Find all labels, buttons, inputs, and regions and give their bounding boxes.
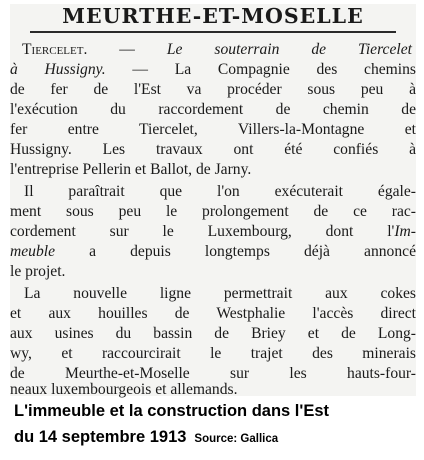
article-line: à Hussigny. — La Compagnie des chemins xyxy=(10,61,416,78)
article-line: de fer de l'Est va procéder sous peu à xyxy=(10,81,416,98)
caption-date-text: du 14 septembre 1913 xyxy=(14,428,187,446)
article-line: de Meurthe-et-Moselle sur les hauts-four- xyxy=(10,365,416,382)
article-line: cordement sur le Luxembourg, dont l'Im- xyxy=(10,223,416,240)
article-line: le projet. xyxy=(10,263,66,280)
caption-source: Source: Gallica xyxy=(194,433,279,445)
article-line: Hussigny. Les travaux ont été confiés à xyxy=(10,141,416,158)
article-line: fer entre Tiercelet, Villers-la-Montagne et xyxy=(10,121,416,138)
caption-title: L'immeuble et la construction dans l'Est xyxy=(14,402,329,420)
article-line: meuble a depuis longtemps déjà annoncé xyxy=(10,243,416,260)
caption-date xyxy=(14,428,278,447)
article-line: aux usines du bassin de Briey et de Long- xyxy=(10,325,416,342)
article-line: Il paraîtrait que l'on exécuterait égale- xyxy=(24,183,416,200)
article-line: neaux luxembourgeois et allemands. xyxy=(10,381,238,398)
article-line: l'exécution du raccordement de chemin de xyxy=(10,101,416,118)
heading-rule xyxy=(30,31,396,33)
article-line: Tiercelet. — Le souterrain de Tiercelet xyxy=(22,41,412,58)
article-line: l'entreprise Pellerin et Ballot, de Jarny. xyxy=(10,161,252,178)
newspaper-clipping xyxy=(10,4,416,396)
place-name: Tiercelet. xyxy=(22,41,88,58)
article-line: La nouvelle ligne permettrait aux cokes xyxy=(24,285,416,302)
article-line: ment sous peu le prolongement de ce rac- xyxy=(10,203,416,220)
section-heading: MEURTHE-ET-MOSELLE xyxy=(62,4,364,28)
article-line: et aux houilles de Westphalie l'accès direct xyxy=(10,305,416,322)
article-line: wy, et raccourcirait le trajet des minerais xyxy=(10,345,416,362)
